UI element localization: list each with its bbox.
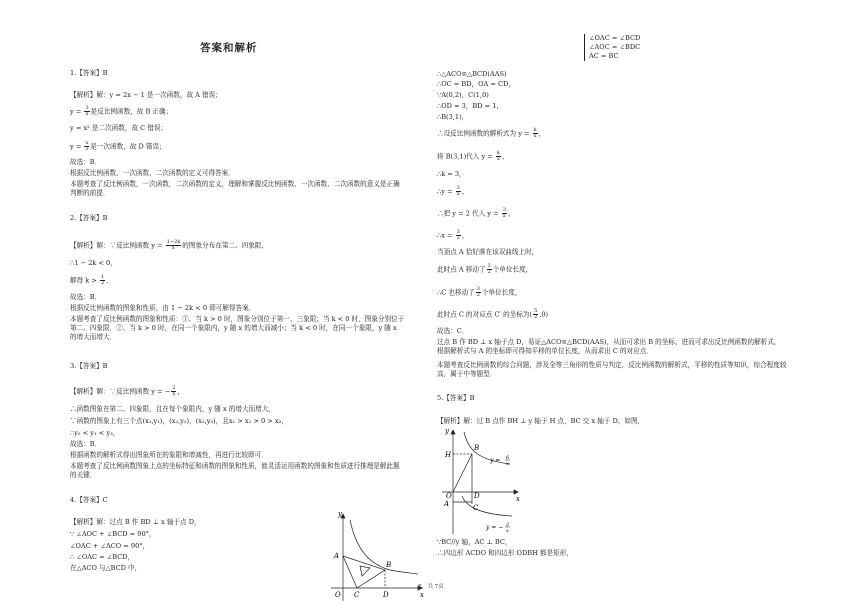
q4-line5: 在△ACO 与△BCD 中， [70, 564, 142, 572]
fig5-formula2-den: x [506, 528, 509, 534]
fig4-label-c: C [354, 591, 360, 599]
q1-line3: y = x² 是二次函数，故 C 错误； [70, 124, 168, 132]
q4r-line1: ∴△ACO≌△BCD(AAS) [437, 70, 507, 78]
q3-line1: 【解析】解：∵反比例函数 y = − $\frac{2}{x}$ ， [70, 385, 184, 397]
q5-line1: 【解析】解：过 B 点作 BH ⊥ y 轴于 H 点，BC 交 x 轴于 D，如图， [437, 417, 645, 425]
q4r-line13: 此时点 A 移动了 $\frac{3}{2}$ 个单位长度， [437, 263, 533, 275]
q3-line3: ∵函数的图象上有三个点(x₁,y₁)，(x₂,y₂)，(x₃,y₃)，且x₁ > x₂ > 0 > x₃， [70, 417, 288, 425]
fig5-label-x: x [516, 495, 520, 503]
page-footer: E，共 7页 [418, 584, 444, 590]
inner-triangle [360, 566, 370, 576]
q3-line5: 故选：B． [70, 440, 102, 448]
fig5-formula2-prefix: y = − [486, 524, 504, 531]
curve-6-over-x [464, 432, 510, 464]
fig5-label-d: D [474, 492, 480, 500]
fig4-label-y: y [338, 510, 342, 518]
q4r-line5: ∴B(3,1)， [437, 113, 469, 121]
q2-line4: 故选：B． [70, 293, 102, 301]
q4r-line14: ∴C 也移动了 $\frac{3}{2}$ 个单位长度， [437, 286, 522, 298]
q5-answer: 5.【答案】B [437, 394, 475, 402]
fig4-label-x: x [420, 591, 424, 599]
q1-answer: 1.【答案】B [70, 69, 108, 77]
fig5-label-a: A [444, 500, 450, 508]
q4r-line15: 此时点 C 的对应点 C′ 的坐标为( $\frac{5}{2}$ ,0) [437, 308, 549, 320]
fig5-label-y: y [445, 427, 449, 435]
q2-line5: 根据反比例函数的图象和性质，由 1 − 2k < 0 即可解得答案． [70, 304, 256, 312]
triangle-acb [343, 556, 385, 588]
q4r-line6: ∴设反比例函数的解析式为 y = $\frac{k}{x}$ ， [437, 127, 546, 139]
page-title: 答案和解析 [200, 42, 258, 54]
q2-line2: ∴1 − 2k < 0， [70, 259, 117, 267]
curve-neg2-over-x [462, 496, 512, 516]
q4-line2: ∵ ∠AOC + ∠BCD = 90°， [70, 530, 156, 538]
q2-line3: 解得 k > $\frac{1}{2}$ ． [70, 274, 113, 286]
q2-answer: 2.【答案】B [70, 214, 108, 222]
q1-line7: 本题考查了反比例函数，一次函数，二次函数的定义，理解和掌握反比例函数、一次函数、二次函数的意义是正确判断的前提． [70, 180, 400, 197]
q3-line6: 根据函数的解析式得出图象所在的象限和增减性，再进行比较即可． [70, 451, 268, 459]
q4-answer: 4.【答案】C [70, 496, 108, 504]
q4r-line9: ∴y = $\frac{3}{x}$ ， [437, 185, 469, 197]
q5-line3: ∴四边形 ACDO 和四边形 ODBH 都是矩形， [437, 549, 573, 557]
congruence-conditions: ∠OAC = ∠BCD ∠AOC = ∠BDC AC = BC [584, 34, 640, 61]
fig5-formula2-num: 2 [506, 522, 510, 528]
q3-answer: 3.【答案】B [70, 362, 108, 370]
fig5-label-c: C [473, 504, 479, 512]
q2-line6: 本题考查了反比例函数的图象和性质：①、当 k > 0 时，图象分别位于第一、三象限；当 k < 0 时，图象分别位于第二、四象限．②、当 k > 0 时，在同一个象限内，y 随 x 的增大而减小；当 k < 0 时，在同一个象限，y 随 x 的增大而增大． [70, 315, 405, 341]
q4-line3: ∠OAC + ∠ACO = 90°， [70, 542, 150, 550]
q5-line2: ∵BC//y 轴，AC ⊥ BC， [437, 538, 512, 546]
q4r-line17: 过点 B 作 BD ⊥ x 轴于点 D，易证△ACO≌△BCD(AAS)，从而可求出 B 的坐标，进而可求出反比例函数的解析式，根据解析式与 A 的坐标即可得知平移的单位长度，从而求出 C 的对应点． [437, 338, 781, 355]
x-axis-arrow [514, 490, 518, 494]
q4r-line12: 当顶点 A 恰好落在该双曲线上时， [437, 248, 539, 256]
fig5-formula1-den: x [506, 461, 509, 467]
fig5-formula1-num: 6 [506, 455, 510, 461]
q3-line2: ∴函数图象在第二、四象限，且在每个象限内，y 随 x 的增大而增大， [70, 405, 275, 413]
ab-line [453, 454, 472, 492]
fig4-label-d: D [383, 591, 389, 599]
q4-line4: ∴ ∠OAC = ∠BCD， [70, 553, 135, 561]
q1-line5: 故选：B． [70, 158, 102, 166]
fig5-label-o: O [446, 492, 452, 500]
fig5-formula1-prefix: y = [490, 457, 501, 464]
q4r-line2: ∴OC = BD，OA = CD， [437, 80, 515, 88]
q1-line4: y = $\frac{x}{3}$ 是一次函数，故 D 错误； [70, 140, 166, 152]
y-axis-arrow [451, 430, 455, 434]
q4r-line3: ∵A(0,2)，C(1,0) [437, 91, 489, 99]
fig4-label-o: O [335, 591, 341, 599]
q4-line1: 【解析】解：过点 B 作 BD ⊥ x 轴于点 D， [70, 518, 201, 526]
fig5-label-b: B [474, 444, 480, 452]
q4r-line7: 将 B(3,1)代入 y = $\frac{k}{x}$ ， [437, 150, 509, 162]
q1-line6: 根据反比例函数、一次函数、二次函数的定义可得答案． [70, 169, 235, 177]
q4-figure [326, 508, 426, 604]
q4r-line8: ∴k = 3， [437, 170, 466, 178]
q4r-line10: ∴把 y = 2 代入 y = $\frac{3}{x}$ ， [437, 207, 515, 219]
q3-line7: 本题考查了反比例函数图象上点的坐标特征和函数的图象和性质，能灵活运用函数的图象和性质进行推理是解此题的关键． [70, 462, 400, 479]
fig5-label-h: H [445, 451, 452, 459]
q4r-line4: ∴OD = 3，BD = 1， [437, 102, 504, 110]
q4r-line16: 故选：C． [437, 327, 469, 335]
q2-line1: 【解析】解：∵反比例函数 y = $\frac{1-2k}{x}$ 的图象分布在第二、四象限， [70, 239, 268, 251]
q4r-line11: ∴x = $\frac{3}{2}$ ， [437, 229, 469, 241]
q1-line2: y = $\frac{3}{x}$ 是反比例函数，故 B 正确； [70, 105, 173, 117]
fig4-label-b: B [386, 561, 392, 569]
fig4-label-a: A [334, 552, 340, 560]
q5-figure [438, 426, 524, 536]
q1-line1: 【解析】解：y = 2x − 1 是一次函数，故 A 错误； [70, 91, 222, 99]
q3-line4: ∴y₂ < y₁ < y₃， [70, 429, 120, 437]
q4r-line18: 本题考查反比例函数的综合问题，涉及全等三角形的性质与判定，反比例函数的解析式，平移的性质等知识，综合程度较高，属于中等题型． [437, 361, 787, 378]
